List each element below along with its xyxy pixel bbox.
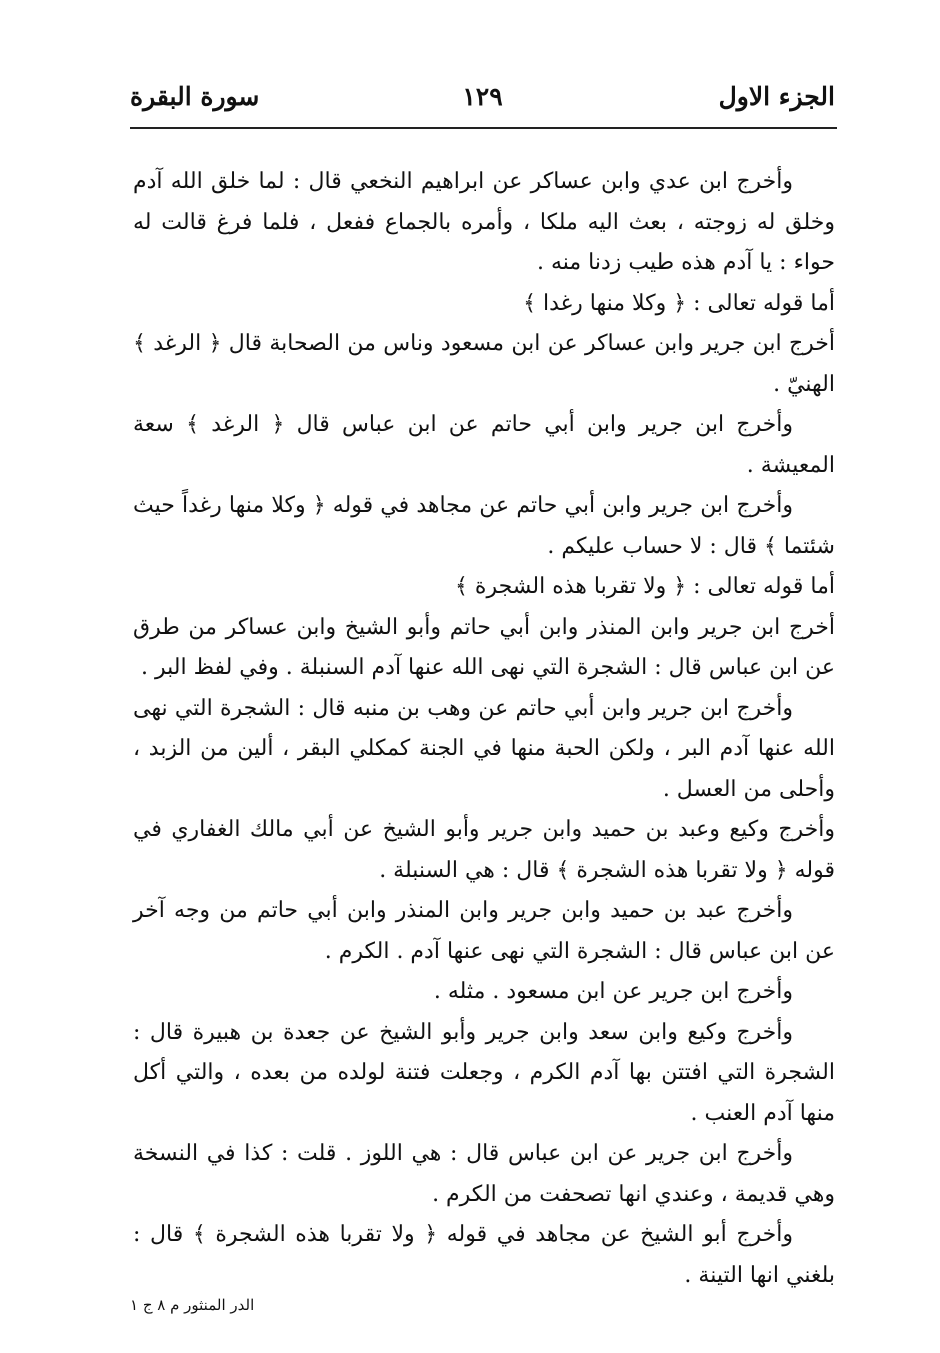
footer-signature: الدر المنثور م ٨ ج ١ [130,1296,255,1314]
paragraph: وأخرج ابن جرير عن ابن عباس قال : هي اللوز . قلت : كذا في النسخة وهي قديمة ، وعندي انها تصحفت من الكرم . [133,1141,835,1207]
paragraph: أخرج ابن جرير وابن المنذر وابن أبي حاتم وأبو الشيخ وابن عساكر من طرق عن ابن عباس قال : الشجرة التي نهى الله عنها آدم السنبلة . وفي لفظ البر . [133,614,835,680]
paragraph: وأخرج وكيع وابن سعد وابن جرير وأبو الشيخ عن جعدة بن هبيرة قال : الشجرة التي افتتن بها آدم الكرم ، وجعلت فتنة لولده من بعده ، والتي أكل منها آدم العنب . [133,1019,835,1126]
header-rule [130,127,837,129]
paragraph: أخرج ابن جرير وابن عساكر عن ابن مسعود وناس من الصحابة قال ﴿ الرغد ﴾ الهنيّ . [133,331,835,397]
page-number: ١٢٩ [462,82,503,111]
paragraph: وأخرج ابن عدي وابن عساكر عن ابراهيم النخعي قال : لما خلق الله آدم وخلق له زوجته ، بعث اليه ملكا ، وأمره بالجماع ففعل ، فلما فرغ قالت له حواء : يا آدم هذه طيب زدنا منه . [133,169,835,275]
part-title: الجزء الاول [718,82,835,111]
paragraph: وأخرج ابن جرير وابن أبي حاتم عن مجاهد في قوله ﴿ وكلا منها رغداً حيث شئتما ﴾ قال : لا حساب عليكم . [133,493,835,559]
surah-title: سورة البقرة [130,82,260,111]
paragraph: وأخرج ابن جرير وابن أبي حاتم عن ابن عباس قال ﴿ الرغد ﴾ سعة المعيشة . [133,412,835,478]
paragraph: أما قوله تعالى : ﴿ وكلا منها رغدا ﴾ [523,290,835,316]
paragraph: وأخرج ابن جرير عن ابن مسعود . مثله . [433,979,793,1004]
paragraph: أما قوله تعالى : ﴿ ولا تقربا هذه الشجرة ﴾ [455,574,835,599]
paragraph: وأخرج ابن جرير وابن أبي حاتم عن وهب بن منبه قال : الشجرة التي نهى الله عنها آدم البر ، ولكن الحبة منها في الجنة كمكلي البقر ، ألين من الزبد ، وأحلى من العسل . [133,695,835,802]
paragraph: وأخرج عبد بن حميد وابن جرير وابن المنذر وابن أبي حاتم من وجه آخر عن ابن عباس قال : الشجرة التي نهى عنها آدم . الكرم . [133,898,835,964]
body-text [133,162,835,1296]
running-header [130,82,835,122]
paragraph: وأخرج وكيع وعبد بن حميد وابن جرير وأبو الشيخ عن أبي مالك الغفاري في قوله ﴿ ولا تقربا هذه الشجرة ﴾ قال : هي السنبلة . [133,817,835,883]
paragraph: وأخرج أبو الشيخ عن مجاهد في قوله ﴿ ولا تقربا هذه الشجرة ﴾ قال : بلغني انها التينة . [133,1222,835,1288]
